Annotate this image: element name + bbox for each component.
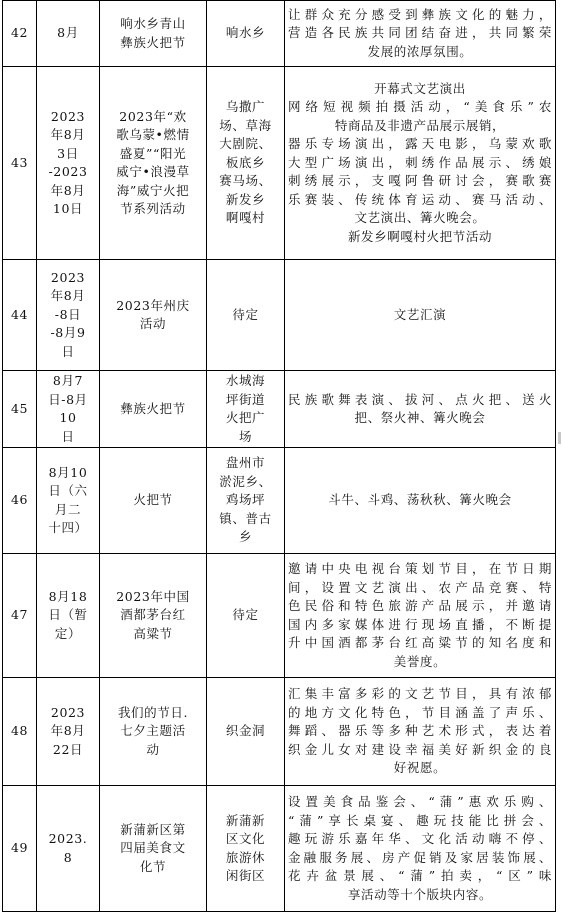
event-name-cell-line: 化节 [139, 858, 167, 874]
event-name-cell-line: 2023年“欢 [119, 108, 187, 124]
event-name-cell-line: 动 [146, 741, 160, 757]
location-cell-line: 乌撒广 [225, 99, 266, 115]
date-cell [37, 67, 100, 260]
row-number-cell: 47 [3, 554, 37, 678]
location-cell [207, 448, 285, 554]
events-table [2, 0, 556, 912]
event-name-cell [100, 1, 207, 67]
event-name-cell-line: 新蒲新区第 [120, 821, 186, 837]
content-line: 设置美食品鉴会、“蒲”惠欢乐购、 [288, 794, 552, 809]
event-content-cell [285, 678, 556, 786]
content-line: “蒲”享长桌宴、趣玩技能比拼会、 [288, 812, 552, 828]
content-line: 特商品及非遗产品展示展销， [334, 117, 506, 133]
table-row [3, 786, 556, 912]
date-cell-line: 8月 [57, 25, 79, 41]
date-cell-line: -8月9 [50, 325, 86, 341]
table-row [3, 1, 556, 67]
date-cell-line: 8月10 [48, 464, 88, 480]
event-name-cell [100, 448, 207, 554]
event-name-cell [100, 786, 207, 912]
event-content-cell [285, 786, 556, 912]
date-cell-line: 日（六 [48, 483, 88, 498]
date-cell [37, 371, 100, 448]
date-cell-line: 年8月 [50, 288, 86, 304]
event-content-cell [285, 67, 556, 260]
date-cell [37, 1, 100, 67]
date-cell-line: -8日 [54, 306, 82, 322]
location-cell-line: 响水乡 [225, 25, 266, 41]
event-name-cell [100, 260, 207, 371]
event-name-cell-line: 盛夏”“阳光 [119, 145, 187, 161]
date-cell-line: 3日 [57, 145, 79, 161]
content-line: 民族歌舞表演、拔河、点火把、送火 [288, 391, 552, 407]
event-name-cell-line: 海”威宁火把 [116, 182, 190, 198]
date-cell-line: 8月18 [48, 588, 88, 604]
event-name-cell-line: 我们的节日. [117, 704, 189, 720]
event-name-cell-line: 响水乡青山 [120, 16, 186, 31]
row-number-cell: 48 [3, 678, 37, 786]
date-cell-line: 年8月 [50, 127, 86, 142]
event-name-cell-line: 四届美食文 [120, 840, 186, 856]
location-cell-line: 场、草海 [219, 117, 272, 133]
content-line: 的地方文化特色，节目涵盖了声乐、 [288, 704, 552, 720]
event-name-cell-line: 威宁•浪漫草 [116, 164, 190, 179]
location-cell [207, 260, 285, 371]
location-cell-line: 新发乡 [225, 191, 266, 207]
event-name-cell-line: 高粱节 [133, 625, 173, 641]
location-cell-line: 区文化 [225, 831, 266, 846]
content-line: 新发乡啊嘎村火把节活动 [347, 228, 493, 244]
content-line: 色民俗和特色旅游产品展示，并邀请 [288, 598, 552, 613]
date-cell [37, 448, 100, 554]
date-cell-line: 定） [54, 625, 82, 641]
location-cell-line: 待定 [232, 607, 259, 623]
event-name-cell [100, 67, 207, 260]
event-name-cell [100, 678, 207, 786]
location-cell-line: 火把广 [225, 410, 266, 425]
content-line: 文艺汇演 [393, 306, 447, 322]
location-cell-line: 坪街道 [225, 391, 266, 407]
date-cell-line: 2023. [48, 831, 88, 846]
event-content-cell [285, 260, 556, 371]
location-cell-line: 鸡场坪 [225, 492, 266, 508]
row-number-cell: 44 [3, 260, 37, 371]
scroll-marker [558, 432, 561, 444]
location-cell-line: 织金洞 [225, 723, 266, 739]
date-cell [37, 260, 100, 371]
content-line: 汇集丰富多彩的文艺节目，具有浓郁 [288, 686, 552, 702]
event-name-cell-line: 活动 [139, 316, 167, 331]
event-name-cell-line: 火把节 [133, 492, 173, 508]
content-line: 网络短视频拍摄活动，“美食乐”农 [288, 99, 552, 115]
location-cell-line: 新蒲新 [225, 812, 266, 828]
content-line: 把、祭火神、篝火晚会 [354, 410, 486, 425]
location-cell [207, 67, 285, 260]
content-line: 好祝愿。 [393, 760, 447, 776]
location-cell-line: 啊嘎村 [225, 210, 266, 226]
table-row [3, 67, 556, 260]
date-cell-line: 年8月 [50, 723, 86, 739]
location-cell [207, 1, 285, 67]
date-cell-line: 2023 [50, 269, 86, 285]
content-line: 器乐专场演出，露天电影，乌蒙欢歌 [288, 136, 552, 152]
date-cell-line: 2023 [50, 108, 86, 124]
row-number-cell: 49 [3, 786, 37, 912]
event-name-cell-line: 酒都茅台红 [120, 607, 186, 623]
event-name-cell-line: 节系列活动 [120, 201, 186, 216]
event-name-cell [100, 554, 207, 678]
event-name-cell-line: 七夕主题活 [120, 723, 186, 739]
content-line: 斗牛、斗鸡、荡秋秋、篝火晚会 [328, 492, 512, 508]
event-content-cell [285, 371, 556, 448]
date-cell-line: 8月7 [52, 373, 84, 388]
date-cell-line: 日-8月 [48, 391, 88, 407]
content-line: 刺绣展示，支嘎阿鲁研讨会，赛歌赛 [288, 173, 552, 189]
table-row [3, 554, 556, 678]
location-cell-line: 待定 [232, 306, 259, 322]
row-number-cell: 45 [3, 371, 37, 448]
content-line: 舞蹈、器乐等多种艺术形式，表达着 [288, 723, 552, 739]
location-cell-line: 闲街区 [225, 868, 266, 883]
content-line: 织金儿女对建设幸福美好新织金的良 [288, 741, 552, 757]
event-name-cell [100, 371, 207, 448]
table-row [3, 678, 556, 786]
location-cell [207, 371, 285, 448]
content-line: 金融服务展、房产促销及家居装饰展、 [288, 849, 552, 865]
date-cell-line: 日 [61, 343, 75, 359]
location-cell [207, 678, 285, 786]
event-content-cell [285, 448, 556, 554]
date-cell-line: -2023 [48, 164, 88, 179]
location-cell-line: 水城海 [225, 373, 266, 388]
content-line: 享活动等十个版块内容。 [347, 886, 493, 902]
date-cell [37, 678, 100, 786]
event-name-cell-line: 歌乌蒙•燃情 [116, 127, 190, 142]
table-row [3, 260, 556, 371]
content-line: 趣玩游乐嘉年华、文化活动嗨不停、 [288, 831, 552, 846]
table-row [3, 448, 556, 554]
event-name-cell-line: 2023年州庆 [116, 297, 190, 313]
content-line: 花卉盆景展、“蒲”拍卖，“区”味 [288, 868, 552, 883]
content-line: 间，设置文艺演出、农产品竞赛、特 [288, 579, 552, 595]
event-name-cell-line: 彝族火把节 [120, 400, 186, 416]
location-cell-line: 场 [238, 428, 253, 444]
content-line: 乐赛装、传统体育运动、赛马活动、 [288, 191, 552, 207]
date-cell-line: 22日 [52, 741, 84, 757]
date-cell-line: 十四） [48, 520, 88, 535]
date-cell-line: 2023 [50, 704, 86, 720]
location-cell-line: 旅游休 [225, 849, 266, 865]
location-cell-line: 赛马场、 [219, 173, 272, 189]
row-number-cell: 46 [3, 448, 37, 554]
location-cell-line: 镇、普古 [219, 510, 272, 526]
content-line: 国内多家媒体进行现场直播，不断提 [288, 616, 552, 632]
location-cell-line: 乡 [238, 529, 253, 545]
event-name-cell-line: 彝族火把节 [120, 34, 186, 50]
content-line: 开幕式文艺演出 [374, 80, 466, 96]
date-cell-line: 10日 [52, 201, 84, 216]
date-cell-line: 10 [59, 410, 77, 425]
date-cell [37, 554, 100, 678]
location-cell-line: 盘州市 [225, 455, 266, 471]
date-cell-line: 年8月 [50, 182, 86, 198]
content-line: 让群众充分感受到彝族文化的魅力， [288, 6, 552, 22]
date-cell [37, 786, 100, 912]
table-row [3, 371, 556, 448]
content-line: 大型广场演出，刺绣作品展示、绣娘 [288, 154, 552, 170]
content-line: 邀请中央电视台策划节目，在节日期 [288, 561, 552, 576]
event-content-cell [285, 554, 556, 678]
content-line: 营造各民族共同团结奋进，共同繁荣 [288, 25, 552, 41]
event-content-cell [285, 1, 556, 67]
date-cell-line: 月二 [54, 501, 82, 517]
date-cell-line: 日 [61, 428, 75, 444]
content-line: 文艺演出、篝火晚会。 [354, 210, 486, 226]
location-cell-line: 板底乡 [225, 154, 266, 170]
content-line: 发展的浓厚氛围。 [367, 43, 473, 59]
date-cell-line: 日（暂 [48, 607, 88, 623]
event-name-cell-line: 2023年中国 [116, 588, 190, 604]
events-table-body [3, 1, 556, 912]
location-cell-line: 淤泥乡、 [219, 473, 272, 489]
content-line: 美誉度。 [393, 653, 447, 669]
row-number-cell: 42 [3, 1, 37, 67]
content-line: 升中国酒都茅台红高粱节的知名度和 [288, 635, 552, 650]
location-cell-line: 大剧院、 [219, 136, 272, 152]
date-cell-line: 8 [63, 849, 73, 865]
location-cell [207, 786, 285, 912]
location-cell [207, 554, 285, 678]
row-number-cell: 43 [3, 67, 37, 260]
